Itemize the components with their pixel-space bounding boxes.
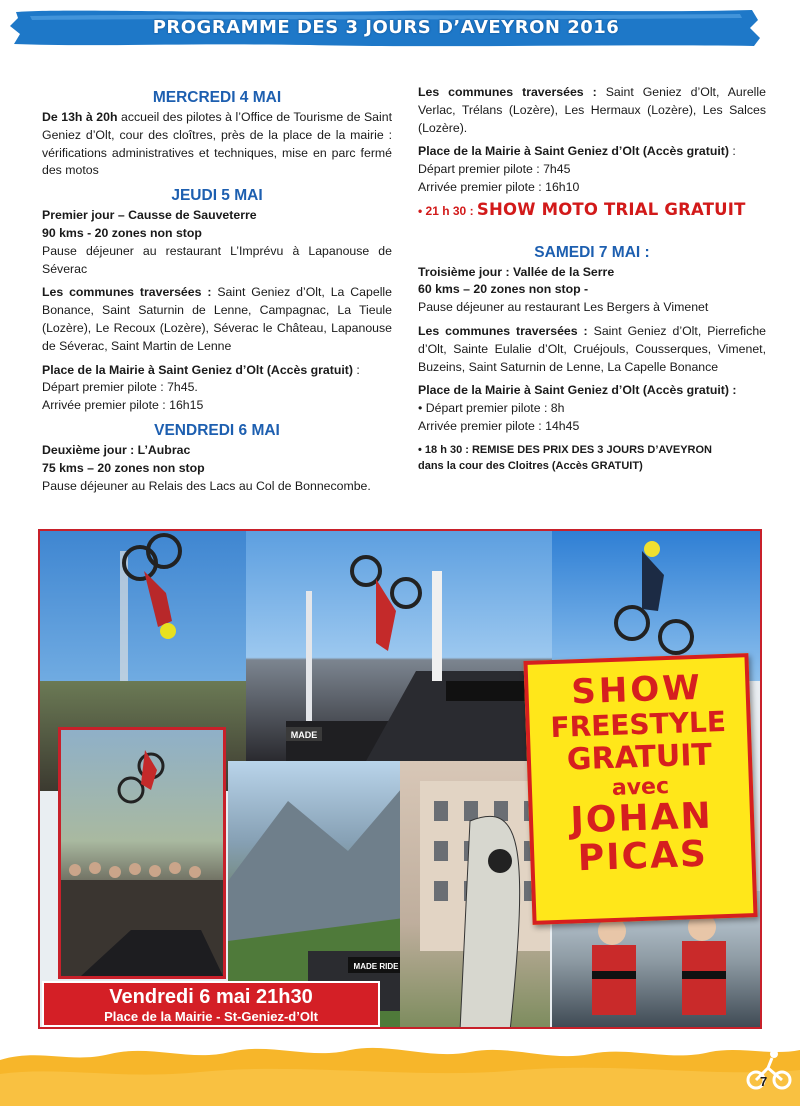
made-sign: MADE <box>290 730 318 740</box>
left-column <box>42 86 392 495</box>
photo-ramp-show <box>246 531 552 761</box>
promo-line-johan: JOHAN <box>569 795 714 842</box>
friday-distance: 75 kms – 20 zones non stop <box>42 460 205 475</box>
friday-communes-text: Saint Geniez d’Olt, Aurelle Verlac, Trélans (Lozère), Les Hermaux (Lozère), Les Salces (Lozère). <box>418 85 766 135</box>
day-heading-friday: VENDREDI 6 MAI <box>154 421 280 439</box>
thursday-lunch: Pause déjeuner au restaurant L’Imprévu à Lapanouse de Séverac <box>42 243 392 276</box>
page-number: 7 <box>760 1074 768 1089</box>
friday-communes-label: Les communes traversées : <box>418 85 597 99</box>
day-heading-wednesday: MERCREDI 4 MAI <box>152 89 282 106</box>
caption-date-time: Vendredi 6 mai 21h30 <box>109 986 313 1008</box>
photo-inset-rider <box>58 727 226 979</box>
promo-line-show: SHOW <box>570 667 704 713</box>
event-caption-box <box>42 981 380 1027</box>
thursday-depart: Départ premier pilote : 7h45. <box>42 380 198 395</box>
header-banner <box>10 8 762 48</box>
thursday-place-suffix: : <box>352 362 360 377</box>
thursday-distance: 90 kms - 20 zones non stop <box>42 225 202 240</box>
day-heading-saturday: SAMEDI 7 MAI : <box>534 243 650 261</box>
saturday-route: Troisième jour : Vallée de la Serre <box>418 264 615 279</box>
day-heading-thursday: JEUDI 5 MAI <box>171 187 263 205</box>
saturday-communes-text: Saint Geniez d’Olt, Pierrefiche d’Olt, Sainte Eulalie d’Olt, Cruéjouls, Cousserques, Vimenet, Buzeins, Saint Saturnin de Lenne, La Capelle Bonance <box>418 323 766 374</box>
right-column <box>418 84 766 474</box>
saturday-communes-label: Les communes traversées : <box>418 323 588 338</box>
thursday-place <box>42 362 392 380</box>
friday-route: Deuxième jour : L’Aubrac <box>42 442 191 457</box>
saturday-arrivee: Arrivée premier pilote : 14h45 <box>418 418 580 433</box>
thursday-communes <box>42 284 392 355</box>
made-ride-sign: MADE RIDE <box>353 962 399 971</box>
ramp-scene <box>246 531 552 761</box>
friday-depart: Départ premier pilote : 7h45 <box>418 162 571 177</box>
promo-line-picas: PICAS <box>577 833 709 880</box>
saturday-communes <box>418 323 766 376</box>
friday-place-suffix: : <box>728 144 736 159</box>
promo-line-freestyle: FREESTYLE <box>549 704 727 745</box>
friday-show-line <box>418 201 766 221</box>
thursday-route: Premier jour – Causse de Sauveterre <box>42 208 257 223</box>
saturday-place: Place de la Mairie à Saint Geniez d’Olt (Accès gratuit) : <box>418 383 737 398</box>
footer-wave <box>0 1040 800 1106</box>
wednesday-hours: De 13h à 20h <box>42 110 118 124</box>
wednesday-text: accueil des pilotes à l’Office de Tourisme de Saint Geniez d’Olt, cour des cloîtres, près de la place de la mairie : vérifications administratives et techniques, mise en parc fermé des motos <box>42 110 392 178</box>
thursday-arrivee: Arrivée premier pilote : 16h15 <box>42 398 204 413</box>
thursday-place-label: Place de la Mairie à Saint Geniez d’Olt (Accès gratuit) <box>42 362 353 377</box>
caption-location: Place de la Mairie - St-Geniez-d’Olt <box>104 1009 318 1024</box>
promo-box-freestyle <box>523 653 757 925</box>
photo-collage <box>38 529 762 1029</box>
saturday-distance: 60 kms – 20 zones non stop - <box>418 282 589 297</box>
friday-show-title: SHOW MOTO TRIAL GRATUIT <box>476 199 746 219</box>
friday-show-time: • 21 h 30 : <box>418 203 477 218</box>
friday-place <box>418 143 766 161</box>
friday-place-label: Place de la Mairie à Saint Geniez d’Olt (Accès gratuit) <box>418 144 729 159</box>
inset-scene <box>61 730 223 976</box>
wednesday-intro <box>42 109 392 180</box>
page-title: PROGRAMME DES 3 JOURS D’AVEYRON 2016 <box>152 17 620 38</box>
saturday-depart: • Départ premier pilote : 8h <box>418 401 565 416</box>
friday-communes <box>418 84 766 137</box>
thursday-communes-label: Les communes traversées : <box>42 285 212 300</box>
promo-line-gratuit: GRATUIT <box>566 737 713 778</box>
friday-arrivee: Arrivée premier pilote : 16h10 <box>418 179 580 194</box>
thursday-communes-text: Saint Geniez d’Olt, La Capelle Bonance, Saint Saturnin de Lenne, Campagnac, La Tieule (Lozère), Le Recoux (Lozère), Séverac le Château, Lapanouse de Séverac, Saint Martin de Lenne <box>42 285 392 353</box>
saturday-lunch: Pause déjeuner au restaurant Les Bergers à Vimenet <box>418 300 709 315</box>
saturday-awards-line1: • 18 h 30 : REMISE DES PRIX DES 3 JOURS D’AVEYRON <box>418 443 713 456</box>
promo-line-avec: avec <box>611 774 670 801</box>
saturday-awards-line2: dans la cour des Cloitres (Accès GRATUIT) <box>418 459 643 472</box>
friday-lunch: Pause déjeuner au Relais des Lacs au Col de Bonnecombe. <box>42 478 371 493</box>
